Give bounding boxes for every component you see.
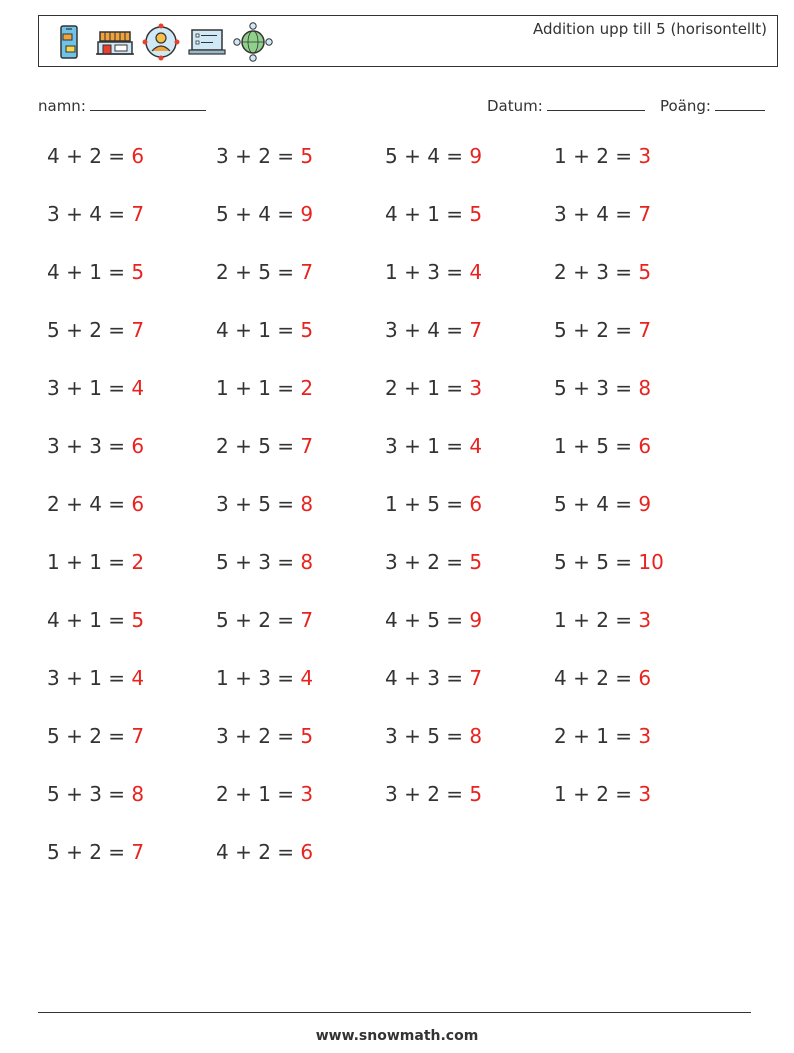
problem-question: 5 + 2 =: [47, 318, 126, 342]
problem-answer: 9: [638, 492, 652, 516]
problem-question: 3 + 1 =: [385, 434, 464, 458]
problem-answer: 3: [638, 782, 652, 806]
problem-question: 3 + 2 =: [216, 724, 295, 748]
problem-question: 4 + 2 =: [216, 840, 295, 864]
problem-question: 1 + 2 =: [554, 144, 633, 168]
problem-item: [216, 608, 313, 632]
problem-item: [554, 724, 651, 748]
problem-question: 2 + 1 =: [385, 376, 464, 400]
problem-answer: 9: [300, 202, 314, 226]
problem-answer: 3: [469, 376, 483, 400]
problem-question: 2 + 1 =: [554, 724, 633, 748]
problem-answer: 8: [638, 376, 652, 400]
problem-item: [47, 260, 144, 284]
problem-answer: 4: [131, 666, 145, 690]
problem-question: 5 + 2 =: [216, 608, 295, 632]
problem-question: 1 + 1 =: [216, 376, 295, 400]
problem-question: 5 + 3 =: [216, 550, 295, 574]
problem-answer: 7: [300, 260, 314, 284]
problem-item: [554, 550, 664, 574]
problem-item: [385, 318, 482, 342]
problem-item: [554, 492, 651, 516]
problem-question: 3 + 2 =: [385, 550, 464, 574]
problem-item: [216, 666, 313, 690]
problem-answer: 5: [300, 318, 314, 342]
storefront-icon: [95, 22, 135, 62]
problem-question: 2 + 1 =: [216, 782, 295, 806]
problem-item: [385, 724, 482, 748]
problem-question: 2 + 5 =: [216, 434, 295, 458]
problem-answer: 4: [469, 434, 483, 458]
problem-item: [385, 666, 482, 690]
problem-answer: 8: [300, 492, 314, 516]
network-globe-icon: [233, 22, 273, 62]
problem-question: 1 + 2 =: [554, 782, 633, 806]
problem-question: 1 + 1 =: [47, 550, 126, 574]
user-target-icon: [141, 22, 181, 62]
problem-answer: 3: [638, 724, 652, 748]
score-blank-line: [715, 94, 765, 111]
problem-question: 3 + 5 =: [385, 724, 464, 748]
problem-answer: 6: [131, 492, 145, 516]
problem-answer: 6: [300, 840, 314, 864]
problem-answer: 3: [638, 144, 652, 168]
problem-question: 1 + 2 =: [554, 608, 633, 632]
problem-item: [47, 434, 144, 458]
problem-question: 5 + 4 =: [216, 202, 295, 226]
problem-item: [47, 666, 144, 690]
problem-item: [554, 202, 651, 226]
problem-item: [554, 782, 651, 806]
problem-item: [385, 434, 482, 458]
problem-question: 3 + 1 =: [47, 666, 126, 690]
problem-answer: 5: [638, 260, 652, 284]
footer-divider: [38, 1012, 751, 1013]
problem-answer: 6: [469, 492, 483, 516]
problem-answer: 7: [131, 318, 145, 342]
problem-answer: 8: [300, 550, 314, 574]
problem-item: [47, 550, 144, 574]
problem-item: [216, 202, 313, 226]
problem-question: 4 + 2 =: [554, 666, 633, 690]
problem-item: [385, 144, 482, 168]
problem-item: [47, 782, 144, 806]
problem-question: 4 + 1 =: [47, 260, 126, 284]
problem-question: 5 + 2 =: [554, 318, 633, 342]
problem-item: [554, 376, 651, 400]
problem-item: [554, 260, 651, 284]
problem-answer: 3: [638, 608, 652, 632]
problem-answer: 7: [131, 840, 145, 864]
problem-item: [47, 318, 144, 342]
problem-question: 5 + 2 =: [47, 724, 126, 748]
problem-question: 3 + 1 =: [47, 376, 126, 400]
problem-answer: 5: [300, 724, 314, 748]
problem-item: [385, 492, 482, 516]
problem-answer: 7: [300, 434, 314, 458]
problem-item: [385, 782, 482, 806]
problem-question: 3 + 4 =: [47, 202, 126, 226]
problem-answer: 4: [469, 260, 483, 284]
problem-question: 2 + 4 =: [47, 492, 126, 516]
problem-answer: 7: [638, 318, 652, 342]
problem-item: [47, 492, 144, 516]
problem-answer: 7: [131, 202, 145, 226]
problem-question: 4 + 1 =: [47, 608, 126, 632]
problem-question: 5 + 5 =: [554, 550, 633, 574]
problem-answer: 6: [638, 666, 652, 690]
date-label: Datum:: [487, 97, 543, 115]
problem-item: [554, 608, 651, 632]
date-blank-line: [547, 94, 645, 111]
problem-answer: 5: [469, 550, 483, 574]
problem-question: 1 + 3 =: [216, 666, 295, 690]
problem-question: 5 + 3 =: [554, 376, 633, 400]
problem-question: 2 + 3 =: [554, 260, 633, 284]
score-field: [660, 94, 765, 115]
problem-item: [47, 202, 144, 226]
footer-website: www.snowmath.com: [315, 1028, 479, 1044]
problem-item: [554, 318, 651, 342]
problem-answer: 6: [131, 144, 145, 168]
problem-item: [385, 550, 482, 574]
problem-item: [216, 550, 313, 574]
problem-item: [216, 144, 313, 168]
date-field: [487, 94, 645, 115]
problem-answer: 4: [131, 376, 145, 400]
problem-answer: 7: [469, 666, 483, 690]
problem-question: 3 + 4 =: [554, 202, 633, 226]
problem-item: [47, 724, 144, 748]
problem-question: 4 + 3 =: [385, 666, 464, 690]
problem-item: [216, 434, 313, 458]
problem-item: [216, 724, 313, 748]
problem-item: [216, 492, 313, 516]
problem-answer: 4: [300, 666, 314, 690]
name-field: [38, 94, 206, 115]
problem-question: 3 + 5 =: [216, 492, 295, 516]
problem-question: 3 + 4 =: [385, 318, 464, 342]
problem-item: [554, 666, 651, 690]
problem-question: 4 + 5 =: [385, 608, 464, 632]
problem-question: 2 + 5 =: [216, 260, 295, 284]
problem-answer: 5: [131, 260, 145, 284]
problem-question: 1 + 5 =: [554, 434, 633, 458]
problem-item: [385, 608, 482, 632]
problem-answer: 5: [300, 144, 314, 168]
problem-question: 1 + 3 =: [385, 260, 464, 284]
problem-item: [47, 144, 144, 168]
worksheet-header: [38, 15, 778, 67]
score-label: Poäng:: [660, 97, 711, 115]
problem-answer: 5: [469, 202, 483, 226]
problem-item: [385, 202, 482, 226]
phone-ui-icon: [49, 22, 89, 62]
problem-question: 1 + 5 =: [385, 492, 464, 516]
laptop-checklist-icon: [187, 22, 227, 62]
problem-item: [385, 376, 482, 400]
problem-question: 3 + 2 =: [385, 782, 464, 806]
problem-question: 5 + 4 =: [385, 144, 464, 168]
problem-item: [216, 840, 313, 864]
problem-item: [216, 318, 313, 342]
problem-item: [216, 782, 313, 806]
problem-answer: 2: [300, 376, 314, 400]
problem-item: [216, 260, 313, 284]
problem-answer: 7: [300, 608, 314, 632]
problem-question: 5 + 4 =: [554, 492, 633, 516]
problem-question: 5 + 3 =: [47, 782, 126, 806]
problem-answer: 8: [131, 782, 145, 806]
problem-answer: 10: [638, 550, 664, 574]
problem-question: 5 + 2 =: [47, 840, 126, 864]
problem-answer: 6: [638, 434, 652, 458]
problem-answer: 9: [469, 144, 483, 168]
problem-answer: 9: [469, 608, 483, 632]
problem-item: [385, 260, 482, 284]
problem-item: [216, 376, 313, 400]
problem-answer: 7: [131, 724, 145, 748]
worksheet-title: Addition upp till 5 (horisontellt): [532, 20, 767, 38]
problem-question: 3 + 3 =: [47, 434, 126, 458]
problem-question: 4 + 1 =: [216, 318, 295, 342]
problem-answer: 2: [131, 550, 145, 574]
problem-item: [47, 376, 144, 400]
name-label: namn:: [38, 97, 86, 115]
problem-answer: 8: [469, 724, 483, 748]
problem-item: [554, 144, 651, 168]
problem-answer: 5: [469, 782, 483, 806]
problem-item: [47, 608, 144, 632]
problem-answer: 6: [131, 434, 145, 458]
problem-question: 3 + 2 =: [216, 144, 295, 168]
problem-question: 4 + 2 =: [47, 144, 126, 168]
problem-answer: 5: [131, 608, 145, 632]
problem-answer: 7: [638, 202, 652, 226]
header-icons: [49, 22, 273, 62]
problem-answer: 3: [300, 782, 314, 806]
problem-item: [554, 434, 651, 458]
problem-answer: 7: [469, 318, 483, 342]
problem-item: [47, 840, 144, 864]
name-blank-line: [90, 94, 206, 111]
problem-question: 4 + 1 =: [385, 202, 464, 226]
